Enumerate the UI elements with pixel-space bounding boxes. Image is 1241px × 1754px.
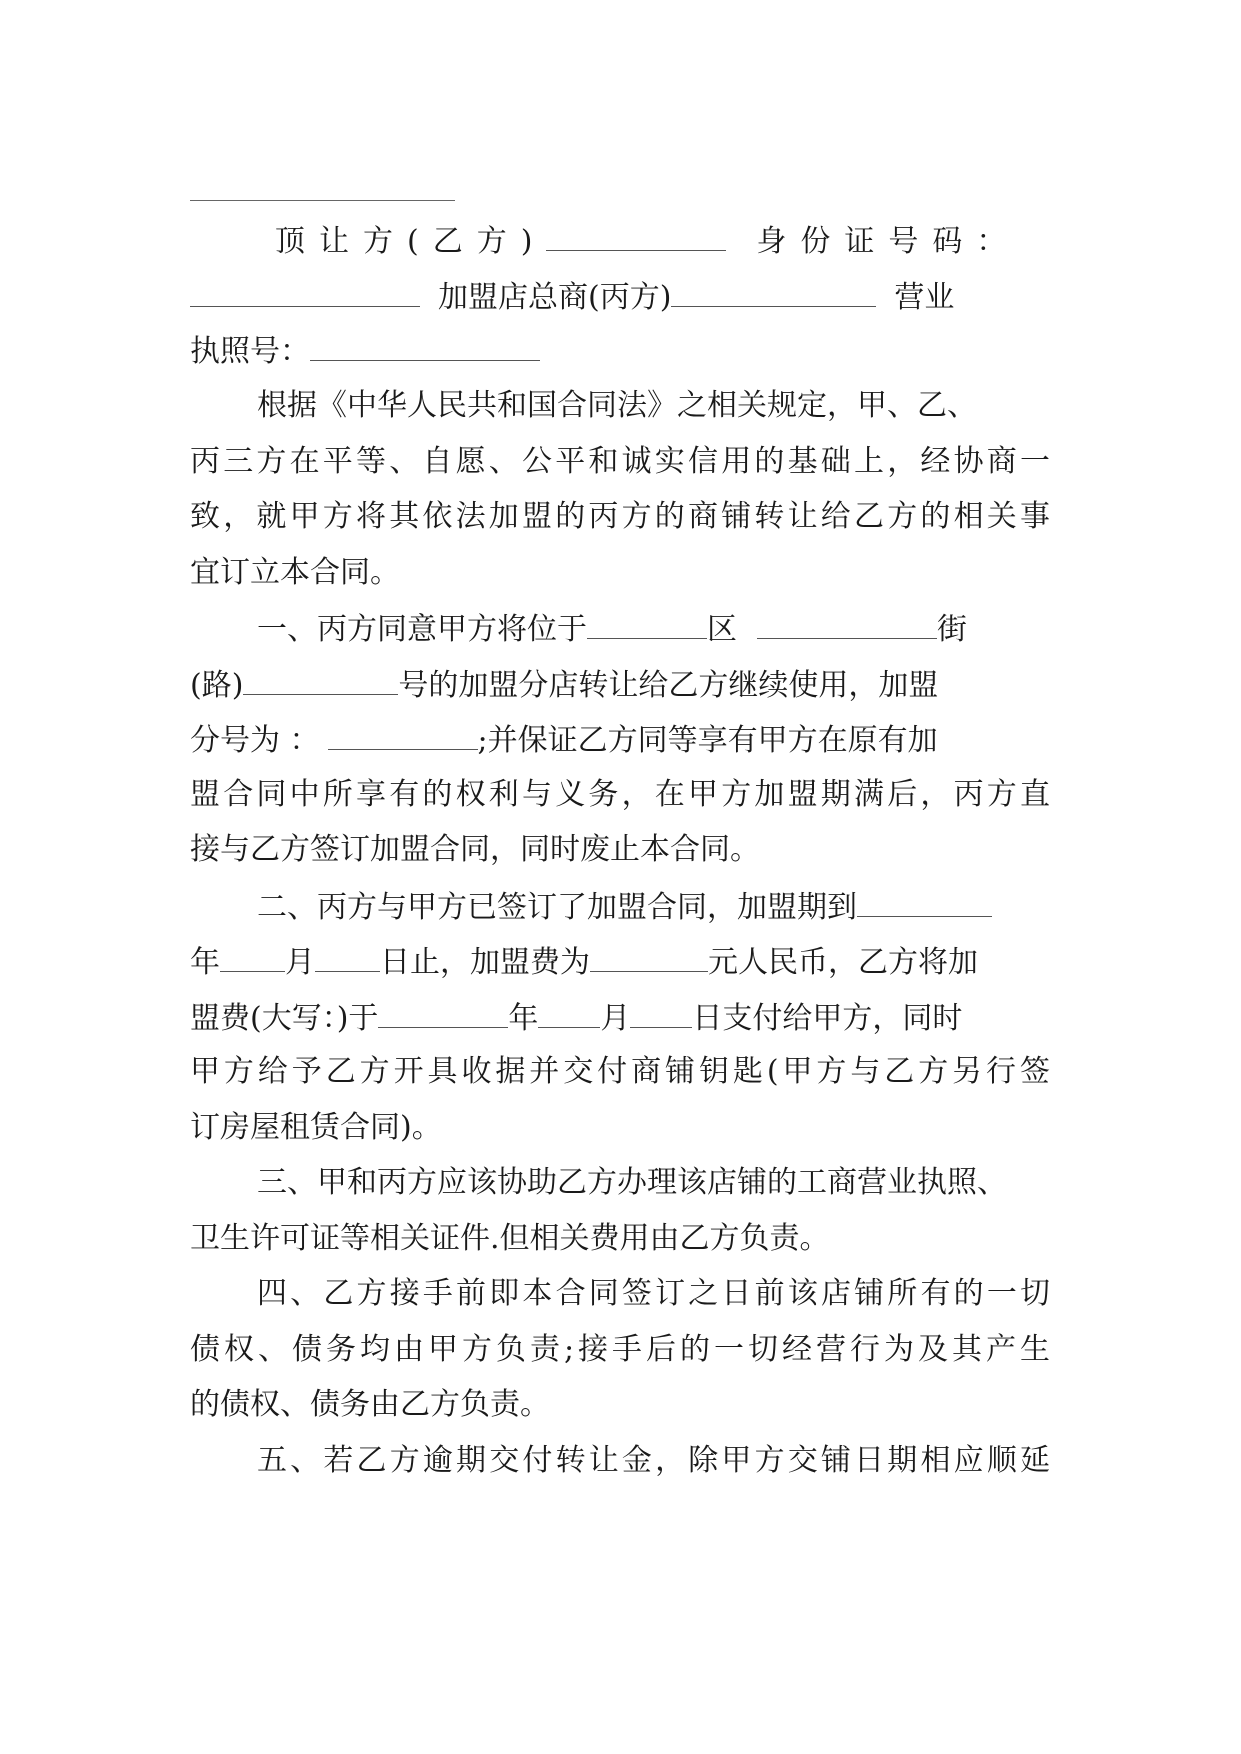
- clause-3-line-2: 卫生许可证等相关证件.但相关费用由乙方负责。: [190, 1221, 830, 1256]
- assignee-label: 顶让方(乙方): [275, 224, 547, 259]
- business-license-label: 营业: [894, 280, 955, 315]
- clause-text: 二、丙方与甲方已签订了加盟合同，加盟期到: [257, 890, 857, 925]
- clause-text: 区: [707, 612, 737, 647]
- blank-line: [190, 200, 455, 201]
- street-blank[interactable]: [757, 608, 937, 639]
- parties-line-2: [190, 276, 1050, 316]
- clause-1-line-5: 接与乙方签订加盟合同，同时废止本合同。: [190, 832, 760, 867]
- expiry-month-blank[interactable]: [220, 941, 285, 972]
- clause-text: 年: [508, 1001, 539, 1036]
- clause-1-line-3: [190, 719, 1050, 759]
- clause-4-line-1: 四、乙方接手前即本合同签订之日前该店铺所有的一切: [257, 1276, 1050, 1311]
- clause-text: 盟费(大写：)于: [190, 1001, 379, 1036]
- clause-2-line-5: 订房屋租赁合同)。: [190, 1110, 442, 1145]
- clause-text: 月: [600, 1001, 631, 1036]
- clause-1-line-1: [257, 608, 1050, 648]
- id-number-label: 身份证号码：: [756, 224, 1021, 259]
- clause-text: 日支付给甲方，同时: [692, 1001, 963, 1036]
- id-number-blank[interactable]: [190, 276, 420, 307]
- clause-text: ;并保证乙方同等享有甲方在原有加: [477, 723, 938, 758]
- clause-text: (路): [190, 668, 244, 703]
- pay-year-blank[interactable]: [378, 997, 508, 1028]
- franchisor-label: 加盟店总商(丙方): [438, 280, 672, 315]
- clause-text: 街: [937, 612, 967, 647]
- clause-5-line-1: 五、若乙方逾期交付转让金，除甲方交铺日期相应顺延: [257, 1443, 1050, 1478]
- business-license-label-2: 执照号：: [190, 334, 310, 369]
- clause-2-line-2: [190, 941, 1050, 981]
- clause-text: 年: [190, 945, 220, 980]
- clause-text: 元人民币，乙方将加: [708, 945, 978, 980]
- branch-number-blank[interactable]: [328, 719, 478, 750]
- clause-4-line-3: 的债权、债务由乙方负责。: [190, 1387, 550, 1422]
- intro-1: 根据《中华人民共和国合同法》之相关规定，甲、乙、: [257, 388, 977, 423]
- intro-2: 丙三方在平等、自愿、公平和诚实信用的基础上，经协商一: [190, 444, 1050, 479]
- pay-month-blank[interactable]: [538, 997, 600, 1028]
- clause-2-line-4: 甲方给予乙方开具收据并交付商铺钥匙(甲方与乙方另行签: [190, 1054, 1050, 1089]
- expiry-year-blank[interactable]: [857, 886, 992, 917]
- fee-blank[interactable]: [590, 941, 708, 972]
- clause-1-line-4: 盟合同中所享有的权利与义务，在甲方加盟期满后，丙方直: [190, 777, 1050, 812]
- district-blank[interactable]: [587, 608, 707, 639]
- parties-line-1: [275, 220, 1050, 260]
- intro-4: 宜订立本合同。: [190, 555, 400, 590]
- assignee-blank[interactable]: [546, 220, 726, 251]
- clause-text: 日止，加盟费为: [380, 945, 590, 980]
- clause-text: 一、丙方同意甲方将位于: [257, 612, 587, 647]
- clause-3-line-1: 三、甲和丙方应该协助乙方办理该店铺的工商营业执照、: [257, 1165, 1007, 1200]
- intro-3: 致，就甲方将其依法加盟的丙方的商铺转让给乙方的相关事: [190, 499, 1050, 534]
- clause-text: 号的加盟分店转让给乙方继续使用，加盟: [398, 668, 939, 703]
- expiry-day-blank[interactable]: [315, 941, 380, 972]
- parties-line-3: [190, 330, 1050, 370]
- pay-day-blank[interactable]: [630, 997, 692, 1028]
- clause-2-line-3: [190, 997, 1050, 1037]
- franchisor-blank[interactable]: [671, 276, 876, 307]
- clause-text: 月: [285, 945, 315, 980]
- license-number-blank[interactable]: [310, 330, 540, 361]
- number-blank[interactable]: [243, 664, 398, 695]
- clause-4-line-2: 债权、债务均由甲方负责;接手后的一切经营行为及其产生: [190, 1332, 1050, 1367]
- clause-1-line-2: [190, 664, 1050, 704]
- clause-2-line-1: [257, 886, 1050, 926]
- clause-text: 分号为 ：: [190, 723, 320, 758]
